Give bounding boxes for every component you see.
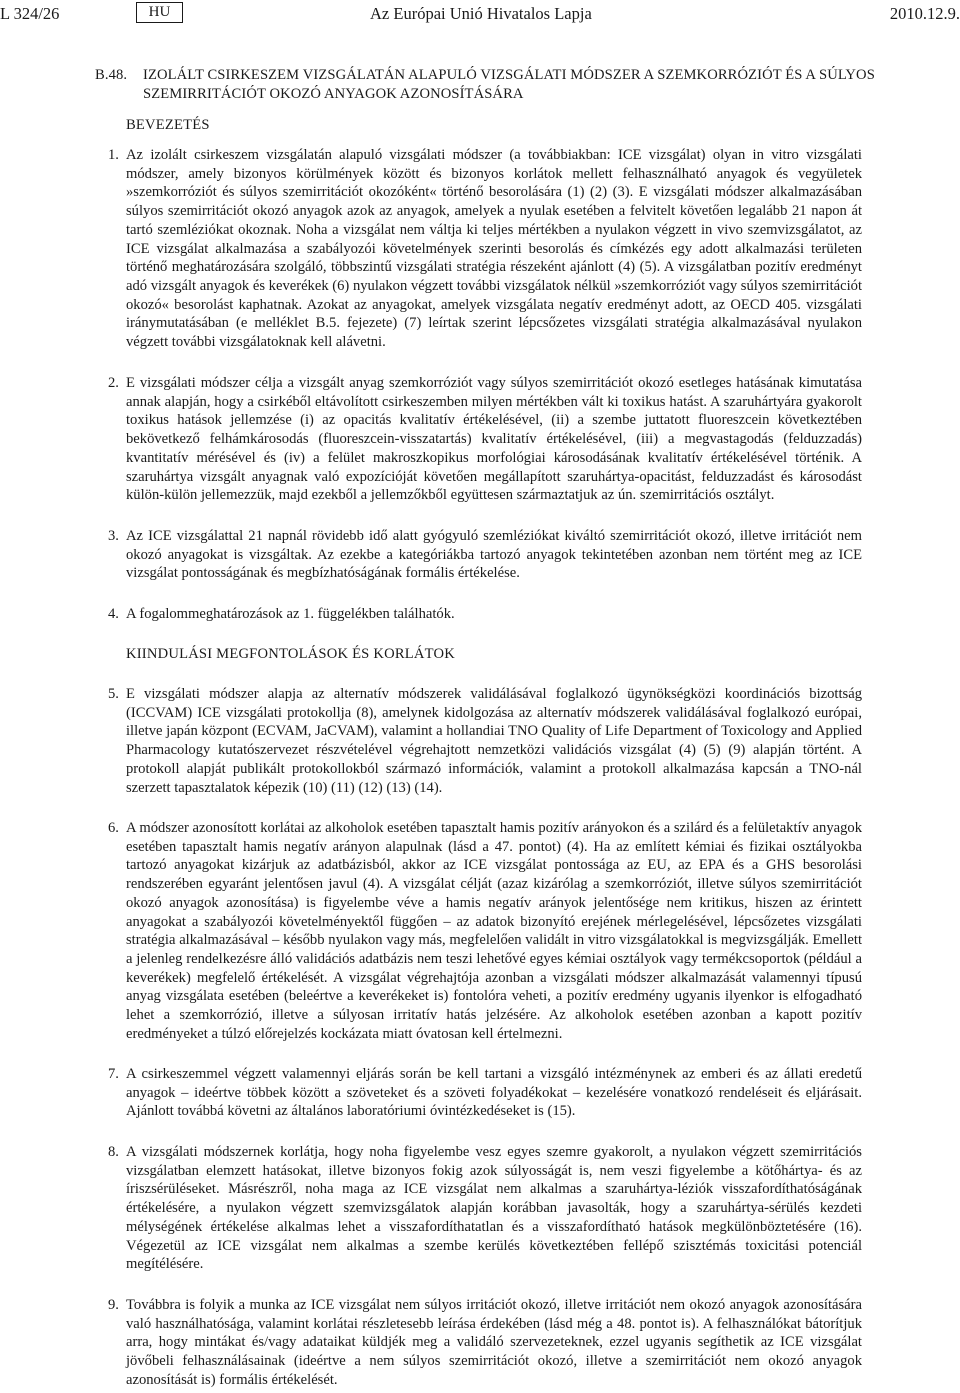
paragraph-1 — [108, 146, 862, 352]
paragraph-number: 1. — [108, 147, 119, 163]
paragraph-text: E vizsgálati módszer célja a vizsgált anyag szemkorróziót vagy súlyos szemirritációt okozó esetleges hatásának kimutatása annak alapján, hogy a csirkéből eltávolított csirkeszemben milyen mértékben vált ki toxikus hatást. A szaruhártyára gyakorolt toxikus hatások jellemzése (i) az opacitás kvalitatív értékelésével, (ii) a szembe juttatott fluoreszcein következtében bekövetkező felhámkárosodás (fluoreszcein-visszatartás) kvalitatív értékelésével, (iii) a megvastagodás (felduzzadás) kvantitatív mérésével és (iv) a felület makroszkopikus morfológiai károsodásának kvalitatív értékelésével történik. A szaruhártya vizsgált anyagnak való expozícióját követően megállapított szaruhártya-opacitást, felduzzadást és károsodást külön-külön jellemezzük, majd ezekből a jellemzőkből együttesen származtatjuk az ún. szemirritációs osztályt. — [126, 375, 862, 504]
paragraph-text: A módszer azonosított korlátai az alkoholok esetében tapasztalt hamis pozitív arányokon és a szilárd és a felületaktív anyagok esetében tapasztalt hamis negatív arányon alapulnak (lásd a 47. pontot) (4). Ha az említett kémiai és fizikai osztályokba tartozó anyagokat kizárjuk az adatbázisból, akkor az ICE vizsgálat pontossága az EU, az EPA és a GHS besorolási rendszerében egyaránt jelentősen javul (4). A vizsgálat célját (azaz kizárólag a szemkorróziót, illetve súlyos szemirritációt okozó anyagok azonosítása) is figyelembe véve a hamis negatív arányok jelentősége nem kritikus, hiszen az érintett anyagokat a szabályozói követelményektől függően – az adatok bizonyító erejének mérlegelésével, lépcsőzetes vizsgálati stratégia alkalmazásával – később nyulakon vagy más, megfelelően validált in vitro vizsgálatokkal is megvizsgálják. Emellett a jelenleg rendelkezésre álló validációs adatbázis nem teszi lehetővé egyes kémiai osztályok vagy termékcsoportok (például a keverékek) megfelelő értékelését. A vizsgálat végrehajtója azonban a vizsgálati módszer alkalmazását valamennyi típusú anyag vizsgálata esetében (beleértve a keverékeket is) fontolóra veheti, a pozitív eredmény ugyanis ilyenkor is elfogadható lehet a szemkorrózió, illetve a súlyosan irritatív hatás jelzésére. Az alkoholok esetében azonban a kapott pozitív eredményeket a túlzó előrejelzés kockázata miatt óvatosan kell értelmezni. — [126, 820, 862, 1042]
section-number: B.48. — [95, 67, 128, 83]
paragraph-9 — [108, 1296, 862, 1390]
heading-considerations: KIINDULÁSI MEGFONTOLÁSOK ÉS KORLÁTOK — [126, 646, 455, 662]
paragraph-text: A csirkeszemmel végzett valamennyi eljárás során be kell tartani a vizsgáló intézménynek az emberi és az állati eredetű anyagok – ideértve többek között a szöveteket és a szöveti folyadékokat – kezelésére vonatkozó rendeléseit és eljárásait. Ajánlott továbbá követni az általános laboratóriumi óvintézkedéseket is (15). — [126, 1066, 862, 1120]
page-reference: L 324/26 — [0, 4, 60, 23]
paragraph-text: Az izolált csirkeszem vizsgálatán alapuló vizsgálati módszer (a továbbiakban: ICE vizsgálat) olyan in vitro vizsgálati módszer, amely bizonyos körülmények között és bizonyos korlátok mellett felhasználható anyagok és vegyületek »szemkorróziót és súlyos szemirritációt okozóként« történő besorolására (1) (2) (3). E vizsgálati módszer alkalmazásában súlyos szemirritációt okozó anyagok azok az anyagok, amelyek a nyulak esetében a felvitelt követően legalább 21 napon át tartó szemléziókat okoznak. Noha a vizsgálat nem váltja ki teljes mértékben a nyulakon végzett in vivo szemvizsgálatot, az ICE vizsgálat alkalmazása a szabályozói követelmények szerinti besorolás és címkézés egy adott alkalmazási területen történő meghatározására szolgáló, többszintű vizsgálati stratégia részeként ajánlott (4) (5). A vizsgálatban pozitív eredményt adó vizsgált anyagok és keverékek (6) nyulakon végzett további vizsgálatok nélkül »szemkorróziót vagy súlyos szemirritációt okozó« besorolást kaphatnak. Azokat az anyagokat, amelyek vizsgálata negatív eredményt adott, az OECD 405. vizsgálati iránymutatásában (e melléklet B.5. fejezete) (7) leírtak szerint lépcsőzetes vizsgálati stratégia alkalmazásával nyulakon végzett további vizsgálatoknak kell alávetni. — [126, 147, 862, 351]
paragraph-7 — [108, 1065, 862, 1121]
paragraph-number: 3. — [108, 528, 119, 544]
paragraph-text: A vizsgálati módszernek korlátja, hogy noha figyelembe vesz egyes szemre gyakorolt, a nyulakon végzett szemirritációs vizsgálatban elemzett hatásokat, illetve bizonyos fokig azok súlyosságát is, nem veszi figyelembe a kötőhártya- és az íriszsérüléseket. Másrészről, noha maga az ICE vizsgálat nem alkalmas a szaruhártya-léziók visszafordíthatóságának értékelésére, a nyulakon végzett szemvizsgálatok alapján korábban javasolták, hogy a szaruhártya-sérülés kezdeti mélységének értékelése alkalmas lehet a visszafordíthatatlan és a visszafordítható hatások megkülönböztetésére (16). Végezetül az ICE vizsgálat nem alkalmas a szembe kerülés következtében fellépő szisztémás toxicitási potenciál megítélésére. — [126, 1144, 862, 1273]
paragraph-3 — [108, 527, 862, 583]
paragraph-number: 2. — [108, 375, 119, 391]
paragraph-6 — [108, 819, 862, 1043]
paragraph-2 — [108, 374, 862, 505]
paragraph-text: A fogalommeghatározások az 1. függelékben találhatók. — [126, 606, 455, 622]
paragraph-5 — [108, 685, 862, 797]
language-box: HU — [136, 2, 183, 23]
paragraph-number: 6. — [108, 820, 119, 836]
paragraph-number: 5. — [108, 686, 119, 702]
publication-date: 2010.12.9. — [889, 4, 960, 23]
paragraph-text: Továbbra is folyik a munka az ICE vizsgálat nem súlyos irritációt okozó, illetve irritációt nem okozó anyagok azonosítására való használhatósága, valamint korlátai részletesebb leírása érdekében (lásd még a 48. pontot is). A felhasználókat bátorítjuk arra, hogy mintákat és/vagy adataikat küldjék meg a validáló szervezeteknek, ezzel ugyanis segíthetik az ICE vizsgálat jövőbeli felhasználásainak (ideértve a nem súlyos szemirritációt okozó, illetve a szemirritációt nem okozó anyagok azonosítását is) formális értékelését. — [126, 1297, 862, 1388]
page-header — [0, 2, 960, 24]
section-title — [95, 66, 875, 103]
section-title-text: IZOLÁLT CSIRKESZEM VIZSGÁLATÁN ALAPULÓ VIZSGÁLATI MÓDSZER A SZEMKORRÓZIÓT ÉS A SÚLYOS SZEMIRRITÁCIÓT OKOZÓ ANYAGOK AZONOSÍTÁSÁRA — [143, 67, 875, 102]
paragraph-number: 8. — [108, 1144, 119, 1160]
journal-title: Az Európai Unió Hivatalos Lapja — [370, 4, 592, 23]
paragraph-8 — [108, 1143, 862, 1274]
paragraph-number: 4. — [108, 606, 119, 622]
heading-introduction: BEVEZETÉS — [126, 117, 210, 133]
paragraph-4 — [108, 605, 862, 624]
paragraph-text: Az ICE vizsgálattal 21 napnál rövidebb idő alatt gyógyuló szemléziókat kiváltó szemirritációt okozó, illetve irritációt nem okozó anyagokat is vizsgáltak. Az ezekbe a kategóriákba tartozó anyagok tekintetében azonban nem történt meg az ICE vizsgálat pontosságának és megbízhatóságának formális értékelése. — [126, 528, 862, 582]
paragraph-text: E vizsgálati módszer alapja az alternatív módszerek validálásával foglalkozó ügynökségközi koordinációs bizottság (ICCVAM) ICE vizsgálati protokollja (8), amelynek kidolgozása az alternatív módszerek validálásával foglalkozó európai, illetve japán központ (ECVAM, JaCVAM), valamint a hollandiai TNO Quality of Life Department of Toxicology and Applied Pharmacology kutatószervezet részvételével végrehajtott nemzetközi validációs vizsgálat (4) (5) (9) alapján történt. A protokoll alapját publikált protokollokból származó információk, valamint a protokoll alkalmazása kapcsán a TNO-nál szerzett tapasztalatok képezik (10) (11) (12) (13) (14). — [126, 686, 862, 796]
paragraph-number: 9. — [108, 1297, 119, 1313]
paragraph-number: 7. — [108, 1066, 119, 1082]
